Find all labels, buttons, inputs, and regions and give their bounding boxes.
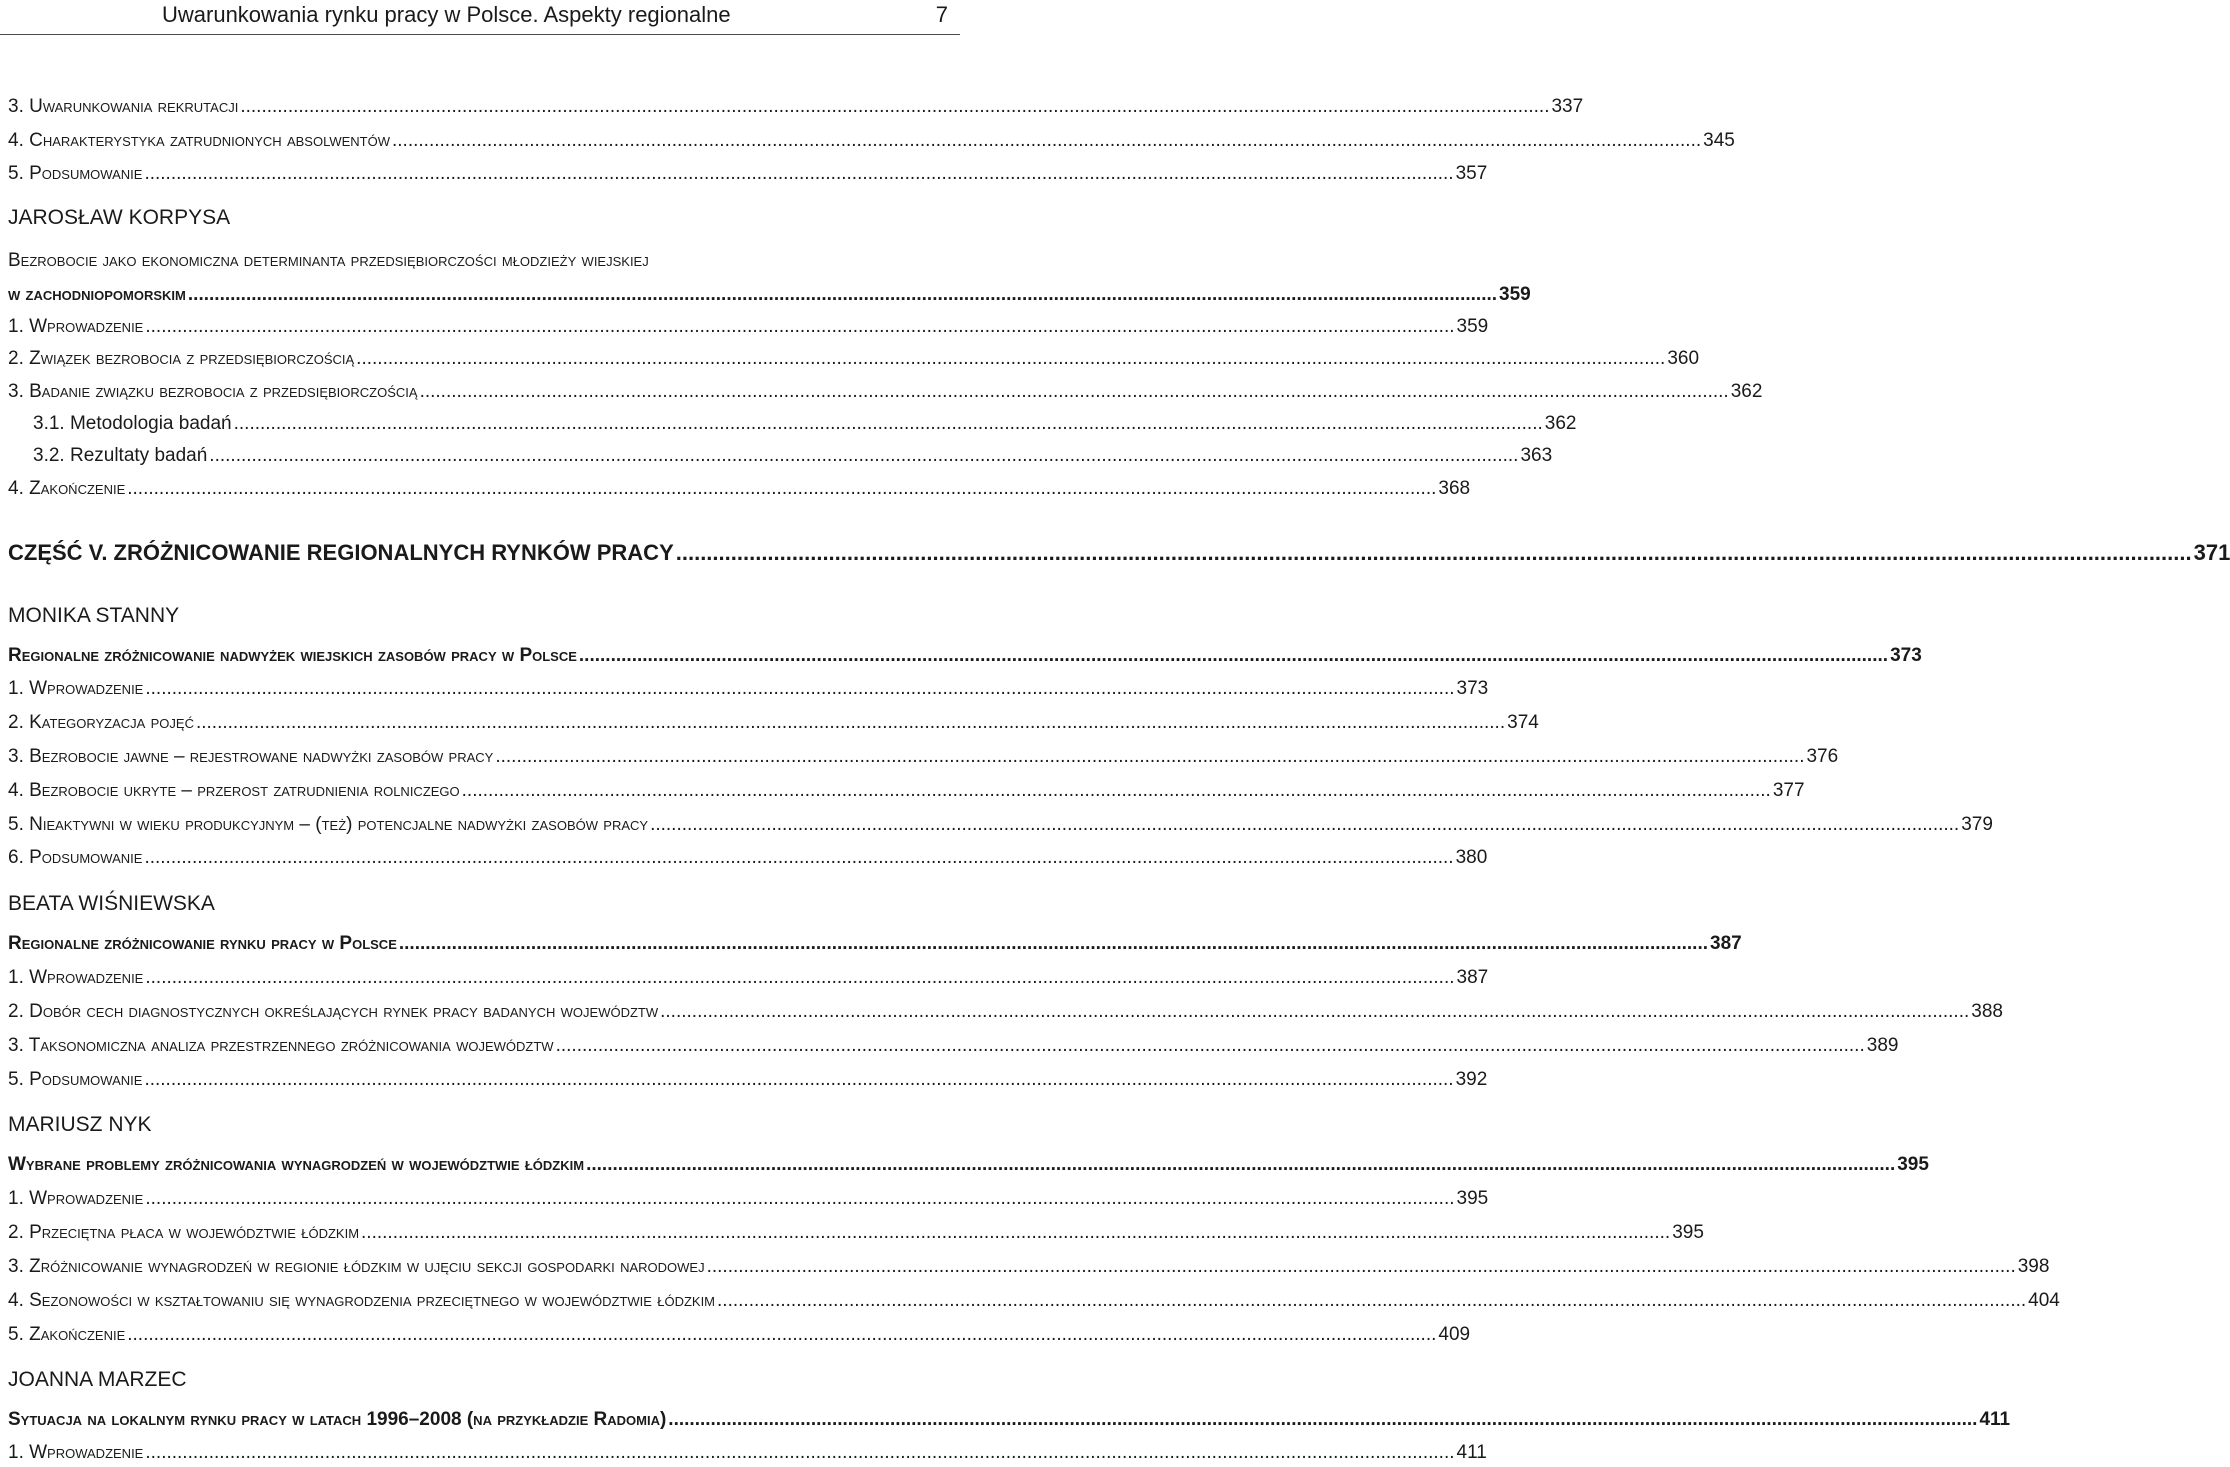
toc-entry[interactable]: 2. Przeciętna płaca w województwie łódzkim ..... 395 [8,1222,956,1244]
chapter-title[interactable]: Sytuacja na lokalnym rynku pracy w latach 1996–2008 (na przykładzie Radomia) ..... 411 [8,1409,956,1431]
author-name: MARIUSZ NYK [8,1113,152,1136]
chapter-title[interactable]: Bezrobocie jako ekonomiczna determinanta przedsiębiorczości młodzieży wiejskiej [8,250,649,271]
toc-entry[interactable]: 3. Badanie związku bezrobocia z przedsiębiorczością ..... 362 [8,381,956,403]
toc-entry[interactable]: 3. Bezrobocie jawne – rejestrowane nadwyżki zasobów pracy ..... 376 [8,746,956,768]
toc-entry[interactable]: 2. Dobór cech diagnostycznych określających rynek pracy badanych województw ..... 388 [8,1001,956,1023]
author-name: BEATA WIŚNIEWSKA [8,892,215,915]
toc-entry[interactable]: 2. Związek bezrobocia z przedsiębiorczością ..... 360 [8,348,956,370]
toc-entry[interactable]: 4. Bezrobocie ukryte – przerost zatrudnienia rolniczego ..... 377 [8,780,956,802]
author-name: JOANNA MARZEC [8,1368,187,1391]
toc-entry[interactable]: 4. Zakończenie ..... 368 [8,478,956,500]
running-header-page-number: 7 [935,2,948,27]
chapter-title[interactable]: Wybrane problemy zróżnicowania wynagrodzeń w województwie łódzkim ..... 395 [8,1154,956,1176]
chapter-title[interactable]: Regionalne zróżnicowanie rynku pracy w Polsce ..... 387 [8,933,956,955]
toc-entry[interactable]: 3. Taksonomiczna analiza przestrzennego zróżnicowania województw ..... 389 [8,1035,956,1057]
toc-entry[interactable]: 3. Uwarunkowania rekrutacji ..... 337 [8,96,956,118]
toc-entry[interactable]: 1. Wprowadzenie ..... 387 [8,967,956,989]
toc-entry[interactable]: 5. Podsumowanie ..... 392 [8,1069,956,1091]
toc-entry[interactable]: 1. Wprowadzenie ..... 395 [8,1188,956,1210]
toc-entry[interactable]: 5. Podsumowanie ..... 357 [8,163,956,185]
chapter-title[interactable]: Regionalne zróżnicowanie nadwyżek wiejskich zasobów pracy w Polsce ..... 373 [8,645,956,667]
author-name: MONIKA STANNY [8,604,180,627]
toc-entry[interactable]: 4. Sezonowości w kształtowaniu się wynagrodzenia przeciętnego w województwie łódzkim ..... 404 [8,1290,956,1312]
toc-entry[interactable]: 1. Wprowadzenie ..... 359 [8,316,956,338]
toc-subentry[interactable]: 3.2. Rezultaty badań ..... 363 [33,445,956,467]
toc-entry[interactable]: 4. Charakterystyka zatrudnionych absolwentów ..... 345 [8,130,956,152]
toc-entry[interactable]: 6. Podsumowanie ..... 380 [8,847,956,869]
toc-entry[interactable]: 1. Wprowadzenie ..... 373 [8,678,956,700]
toc-subentry[interactable]: 3.1. Metodologia badań ..... 362 [33,413,956,435]
running-header-title: Uwarunkowania rynku pracy w Polsce. Aspekty regionalne [162,2,731,27]
toc-entry[interactable]: 1. Wprowadzenie ..... 411 [8,1442,956,1464]
toc-entry[interactable]: 3. Zróżnicowanie wynagrodzeń w regionie łódzkim w ujęciu sekcji gospodarki narodowej ..... 398 [8,1256,956,1278]
toc-entry[interactable]: 5. Zakończenie ..... 409 [8,1324,956,1346]
part-heading[interactable]: CZĘŚĆ V. ZRÓŻNICOWANIE REGIONALNYCH RYNKÓW PRACY ..... 371 [8,540,956,566]
toc-entry[interactable]: 5. Nieaktywni w wieku produkcyjnym – (też) potencjalne nadwyżki zasobów pracy ..... 379 [8,814,956,836]
author-name: JAROSŁAW KORPYSA [8,206,231,229]
toc-entry[interactable]: w zachodniopomorskim ..... 359 [8,284,956,306]
toc-entry[interactable]: 2. Kategoryzacja pojęć ..... 374 [8,712,956,734]
